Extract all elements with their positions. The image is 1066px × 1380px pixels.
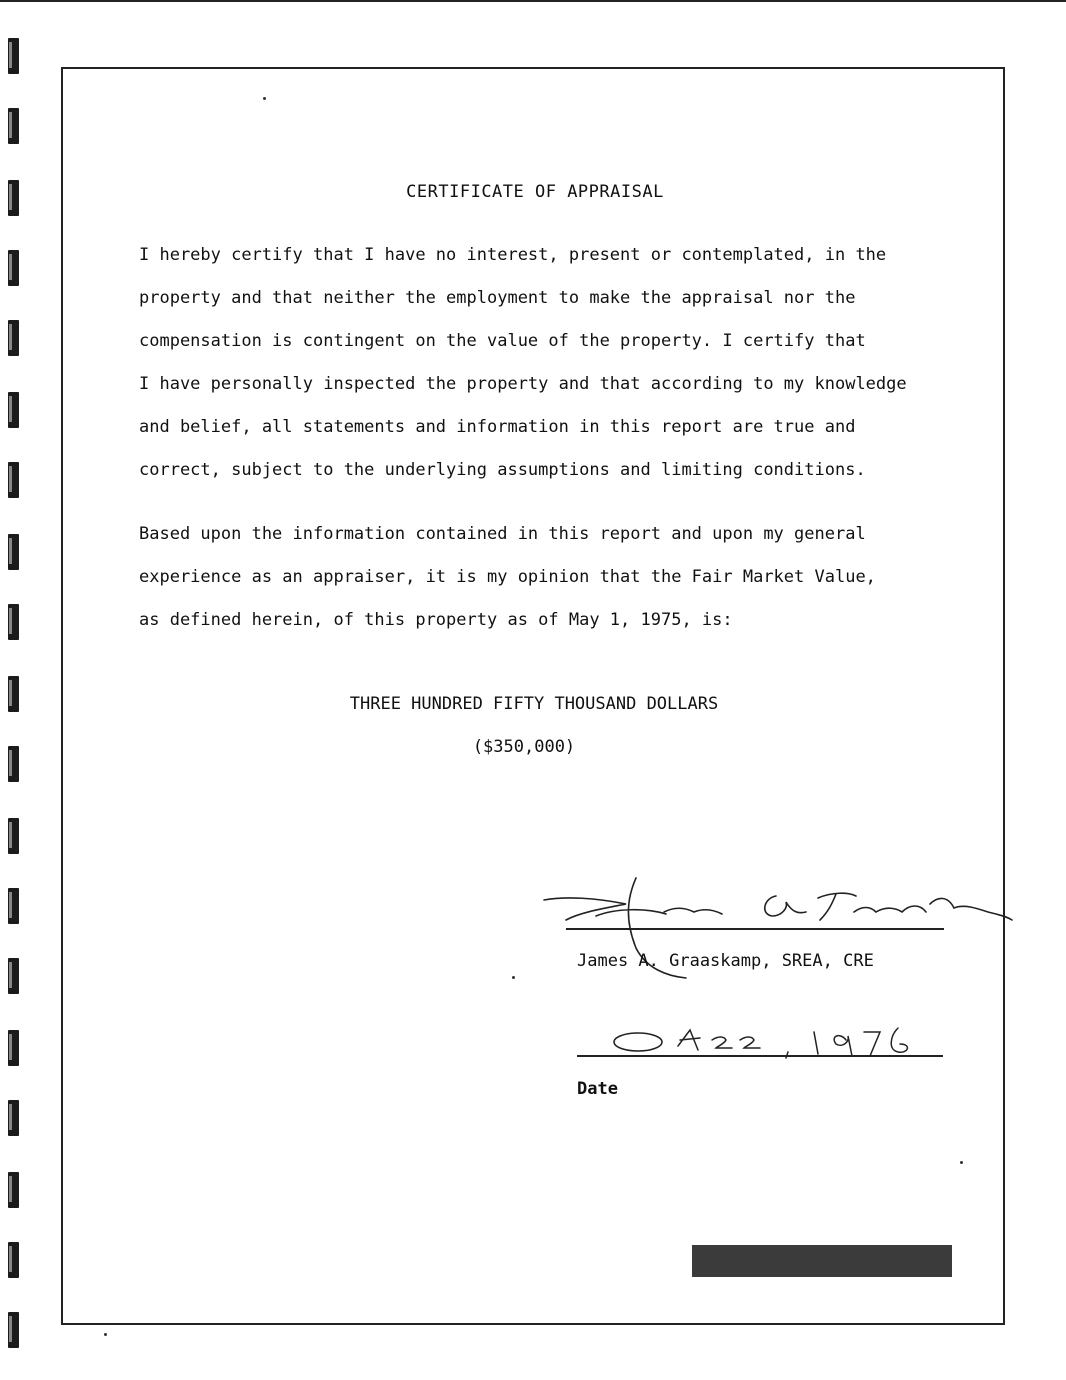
binder-hole: [8, 888, 19, 924]
scan-speck: [960, 1161, 963, 1164]
opinion-paragraph: Based upon the information contained in this report and upon my general experience as an appraiser, it is my opinion that the Fair Market Value, as defined herein, of this property as of May 1, 1975, is:: [139, 524, 876, 630]
page-top-edge: [0, 0, 1066, 2]
value-in-words: THREE HUNDRED FIFTY THOUSAND DOLLARS: [349, 694, 719, 714]
redacted-stamp: [692, 1245, 952, 1277]
binder-hole: [8, 958, 19, 994]
binder-hole: [8, 1100, 19, 1136]
binder-hole: [8, 1242, 19, 1278]
scan-speck: [512, 976, 515, 979]
value-in-figures: ($350,000): [472, 737, 576, 757]
binder-hole: [8, 462, 19, 498]
binder-hole: [8, 38, 19, 74]
date-line: [577, 1055, 943, 1057]
binder-hole: [8, 534, 19, 570]
binder-hole: [8, 1312, 19, 1348]
binder-hole: [8, 818, 19, 854]
binder-hole: [8, 108, 19, 144]
binder-hole: [8, 250, 19, 286]
certification-paragraph: I hereby certify that I have no interest, present or contemplated, in the property and that neither the employment to make the appraisal nor the compensation is contingent on the value of the property. I certify that I have personally inspected the property and that according to my knowledge and belief, all statements and information in this report are true and correct, subject to the underlying assumptions and limiting conditions.: [139, 245, 907, 480]
binder-hole: [8, 1172, 19, 1208]
binder-hole: [8, 392, 19, 428]
binder-hole: [8, 320, 19, 356]
signature-line: [566, 928, 944, 930]
scan-speck: [263, 97, 266, 100]
binder-hole: [8, 604, 19, 640]
signatory-name: James A. Graaskamp, SREA, CRE: [577, 951, 874, 971]
document-title: CERTIFICATE OF APPRAISAL: [406, 182, 664, 202]
date-label: Date: [577, 1079, 618, 1099]
scan-speck: [104, 1333, 107, 1336]
binder-hole: [8, 1030, 19, 1066]
